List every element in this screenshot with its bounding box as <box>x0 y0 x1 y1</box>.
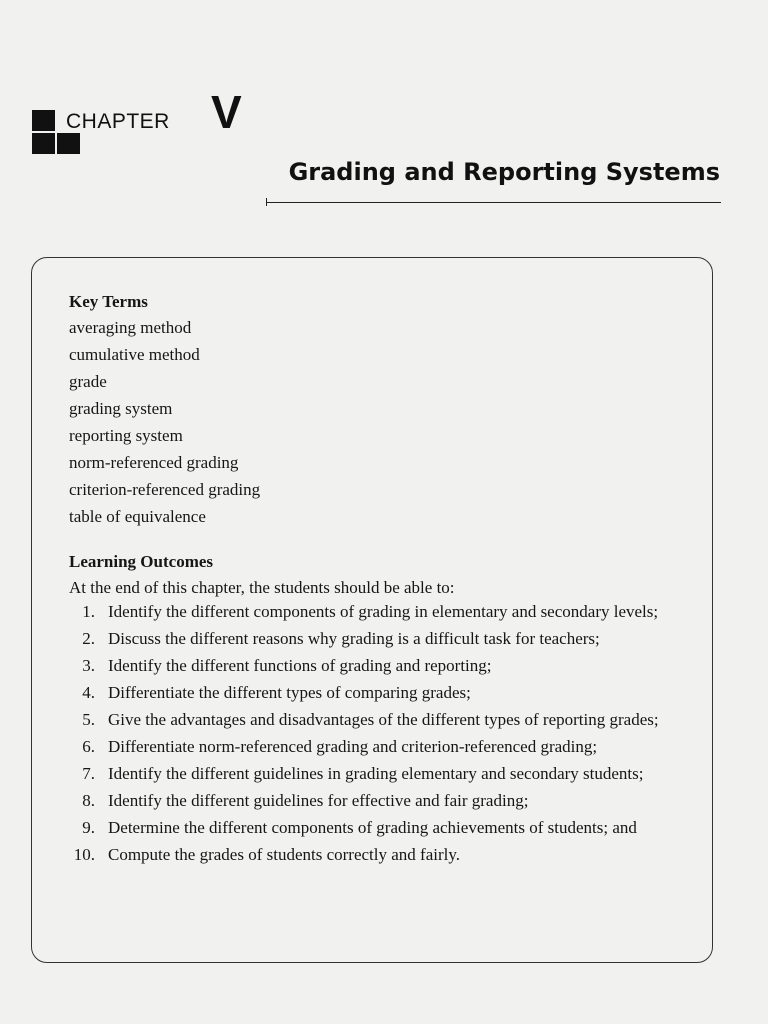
outcome-number: 6. <box>82 737 95 756</box>
outcome-item <box>69 628 691 649</box>
outcome-item <box>69 736 691 757</box>
key-term: grading system <box>69 399 173 418</box>
outcome-text: Differentiate the different types of comparing grades; <box>108 683 471 702</box>
title-underline <box>266 202 721 203</box>
key-term: norm-referenced grading <box>69 453 239 472</box>
outcome-number: 4. <box>82 683 95 702</box>
outcome-number: 3. <box>82 656 95 675</box>
key-term: table of equivalence <box>69 507 206 526</box>
chapter-number: V <box>211 86 242 138</box>
learning-outcomes-intro: At the end of this chapter, the students should be able to: <box>69 578 455 597</box>
outcome-item <box>69 790 691 811</box>
key-term: grade <box>69 372 107 391</box>
key-terms-list <box>69 314 691 530</box>
outcome-number: 5. <box>82 710 95 729</box>
chapter-label: CHAPTER <box>66 110 170 133</box>
outcome-item <box>69 763 691 784</box>
outcome-text: Identify the different functions of grading and reporting; <box>108 656 492 675</box>
outcome-item <box>69 817 691 838</box>
outcome-text: Compute the grades of students correctly and fairly. <box>108 845 461 864</box>
outcome-item <box>69 844 691 865</box>
outcome-item <box>69 601 691 622</box>
chapter-title: Grading and Reporting Systems <box>288 158 720 186</box>
outcome-text: Identify the different guidelines for effective and fair grading; <box>108 791 529 810</box>
learning-outcomes-heading: Learning Outcomes <box>69 552 214 571</box>
key-terms-heading: Key Terms <box>69 292 148 311</box>
key-term: criterion-referenced grading <box>69 480 261 499</box>
title-underline-tick <box>266 198 267 206</box>
outcome-text: Determine the different components of grading achievements of students; and <box>108 818 637 837</box>
outcome-item <box>69 655 691 676</box>
learning-outcomes-list <box>69 601 691 865</box>
outcome-text: Discuss the different reasons why grading is a difficult task for teachers; <box>108 629 600 648</box>
outcome-text: Identify the different guidelines in grading elementary and secondary students; <box>108 764 644 783</box>
outcome-number: 1. <box>82 602 95 621</box>
outcome-text: Identify the different components of grading in elementary and secondary levels; <box>108 602 659 621</box>
outcome-number: 8. <box>82 791 95 810</box>
outcome-text: Give the advantages and disadvantages of the different types of reporting grades; <box>108 710 659 729</box>
outcome-number: 9. <box>82 818 95 837</box>
outcome-text: Differentiate norm-referenced grading and criterion-referenced grading; <box>108 737 598 756</box>
outcome-number: 2. <box>82 629 95 648</box>
key-term: averaging method <box>69 318 192 337</box>
key-term: cumulative method <box>69 345 200 364</box>
outcome-number: 10. <box>73 845 95 864</box>
outcome-item <box>69 709 691 730</box>
key-term: reporting system <box>69 426 183 445</box>
box-content <box>69 290 691 871</box>
outcome-number: 7. <box>82 764 95 783</box>
outcome-item <box>69 682 691 703</box>
